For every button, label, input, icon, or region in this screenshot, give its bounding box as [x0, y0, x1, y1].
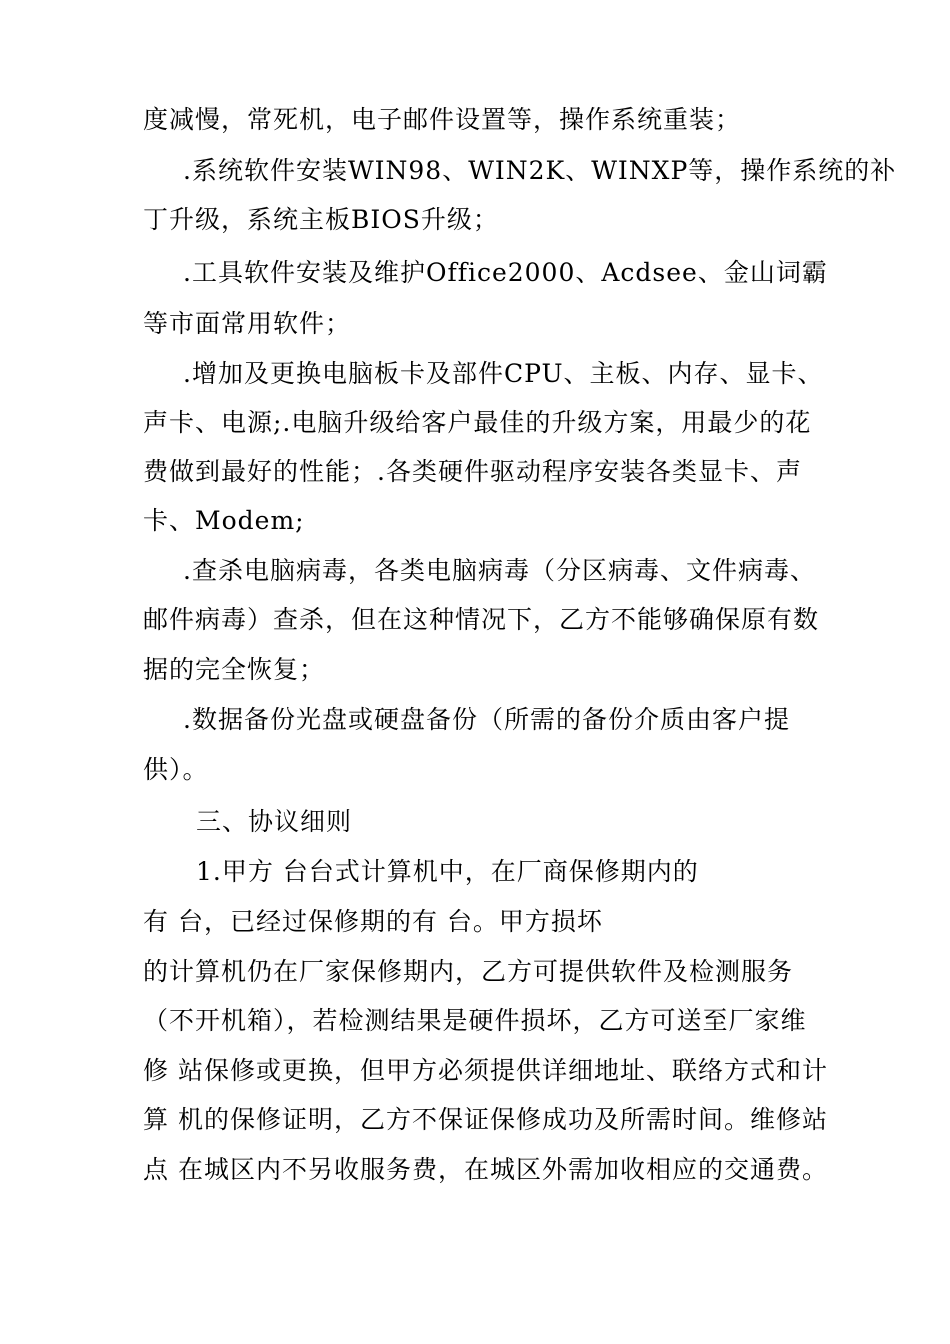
text-line: 1.甲方 台台式计算机中，在厂商保修期内的: [196, 857, 699, 886]
text-line: .查杀电脑病毒，各类电脑病毒（分区病毒、文件病毒、: [183, 556, 816, 585]
text-line: 卡、Modem;: [143, 506, 305, 535]
text-line: 据的完全恢复；: [143, 655, 326, 684]
text-line: .增加及更换电脑板卡及部件CPU、主板、内存、显卡、: [183, 359, 824, 388]
text-line: .工具软件安装及维护Office2000、Acdsee、金山词霸: [183, 258, 828, 287]
text-line: .系统软件安装WIN98、WIN2K、WINXP等，操作系统的补: [183, 156, 897, 185]
text-line: 的计算机仍在厂家保修期内，乙方可提供软件及检测服务: [143, 957, 794, 986]
text-line: 算 机的保修证明，乙方不保证保修成功及所需时间。维修站: [143, 1105, 828, 1134]
text-line: 有 台，已经过保修期的有 台。甲方损坏: [143, 907, 603, 936]
text-line: 等市面常用软件；: [143, 309, 352, 338]
text-line: （不开机箱），若检测结果是硬件损坏，乙方可送至厂家维: [143, 1006, 807, 1035]
text-line: 声卡、电源;.电脑升级给客户最佳的升级方案，用最少的花: [143, 408, 812, 437]
text-line: 点 在城区内不另收服务费，在城区外需加收相应的交通费。: [143, 1155, 828, 1184]
text-line: 费做到最好的性能；.各类硬件驱动程序安装各类显卡、声: [143, 457, 802, 486]
text-line: 邮件病毒）查杀，但在这种情况下，乙方不能够确保原有数: [143, 605, 820, 634]
text-line: .数据备份光盘或硬盘备份（所需的备份介质由客户提: [183, 705, 790, 734]
text-line: 修 站保修或更换，但甲方必须提供详细地址、联络方式和计: [143, 1056, 828, 1085]
text-line: 丁升级，系统主板BIOS升级；: [143, 205, 499, 234]
text-line: 度减慢，常死机，电子邮件设置等，操作系统重装；: [143, 105, 742, 134]
section-heading: 三、协议细则: [196, 807, 353, 836]
text-line: 供）。: [143, 755, 209, 784]
